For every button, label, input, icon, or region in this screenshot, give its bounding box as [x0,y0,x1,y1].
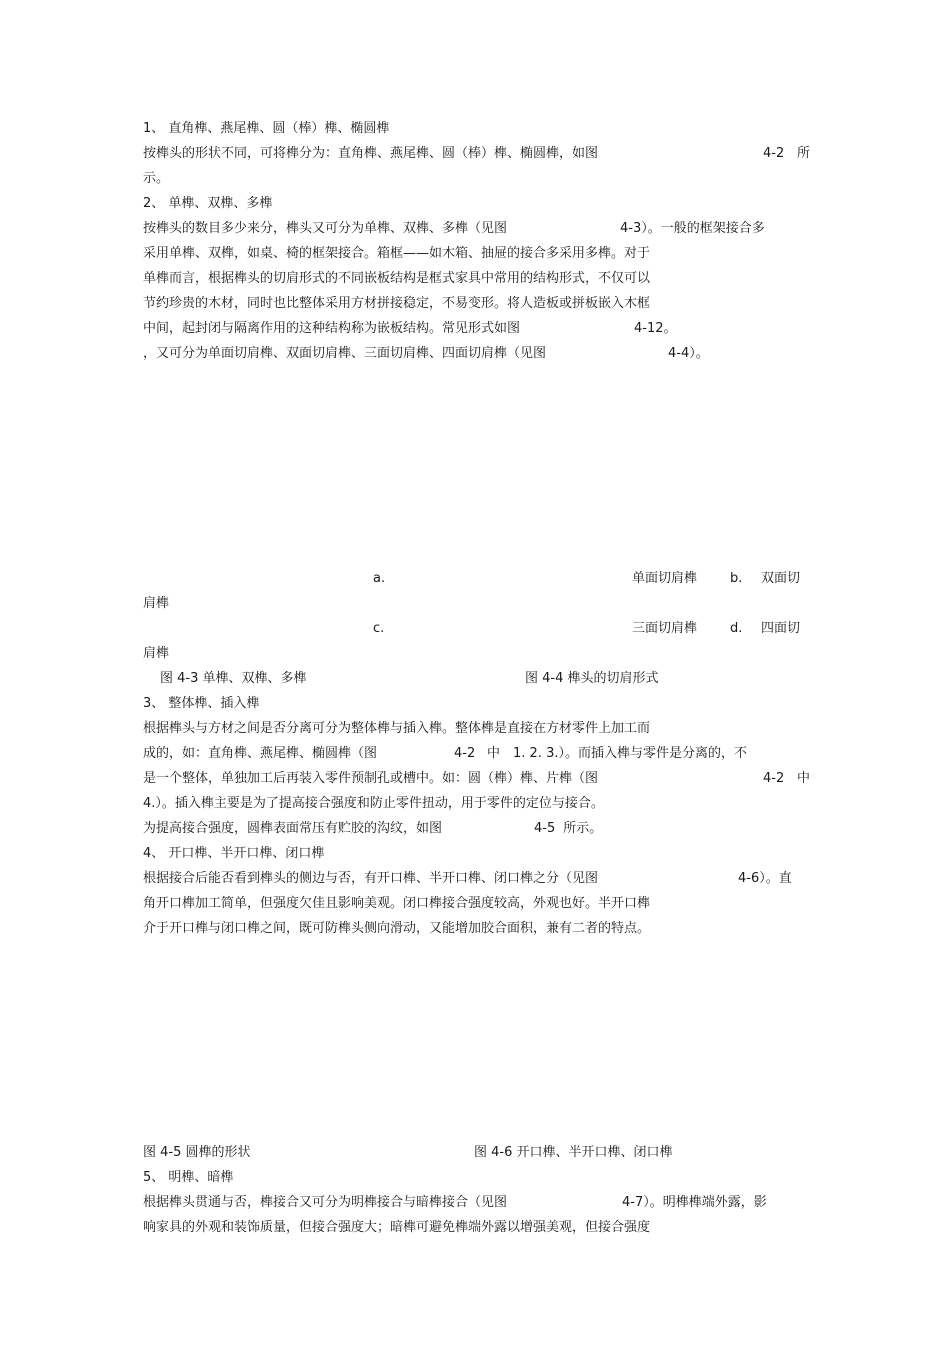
section-2-heading: 2、 单榫、双榫、多榫 [143,196,273,211]
section-5-line-2: 响家具的外观和装饰质量，但接合强度大；暗榫可避免榫端外露以增强美观，但接合强度 [143,1220,651,1235]
text: 中 [487,746,501,761]
section-2-line-5-cont [634,320,677,338]
figure-ref: 4-4 [668,346,690,361]
figure-label-d-cont: 肩榫 [143,646,170,661]
section-4-line-1: 根据接合后能否看到榫头的侧边与否，有开口榫、半开口榫、闭口榫之分（见图 [143,871,599,886]
section-4-line-3: 介于开口榫与闭口榫之间，既可防榫头侧向滑动，又能增加胶合面积，兼有二者的特点。 [143,921,651,936]
figure-ref: 4-12 [634,321,664,336]
section-4-heading: 4、 开口榫、半开口榫、闭口榫 [143,846,325,861]
section-2-line-2: 采用单榫、双榫，如桌、椅的框架接合。箱框——如木箱、抽屉的接合多采用多榫。对于 [143,246,651,261]
figure-4-5-caption: 图 4-5 圆榫的形状 [143,1145,251,1160]
section-3-line-5-cont [534,820,602,838]
figure-label-d-text: 四面切 [761,621,801,636]
figure-ref: 4-5 [534,821,556,836]
section-3-line-2-cont: 1. 2. 3.）。而插入榫与零件是分离的，不 [513,746,747,761]
text: ）。一般的框架接合多 [641,221,765,236]
section-2-line-1: 按榫头的数目多少来分，榫头又可分为单榫、双榫、多榫（见图 [143,221,508,236]
text: ）。明榫榫端外露，影 [643,1195,767,1210]
section-2-line-5: 中间，起封闭与隔离作用的这种结构称为嵌板结构。常见形式如图 [143,321,521,336]
section-2-line-6: ，又可分为单面切肩榫、双面切肩榫、三面切肩榫、四面切肩榫（见图 [143,346,547,361]
figure-ref: 4-2 [763,771,785,786]
figure-label-d: d. [730,621,743,636]
section-3-line-4: 4.）。插入榫主要是为了提高接合强度和防止零件扭动，用于零件的定位与接合。 [143,796,604,811]
section-5-line-1: 根据榫头贯通与否，榫接合又可分为明榫接合与暗榫接合（见图 [143,1195,508,1210]
figure-ref: 4-3 [620,221,642,236]
section-2-line-1-cont [620,220,765,238]
text: 。 [663,321,677,336]
figure-label-b-cont: 肩榫 [143,596,170,611]
figure-label-a: a. [373,571,386,586]
section-4-line-1-cont [738,870,792,888]
section-5-heading: 5、 明榫、暗榫 [143,1170,234,1185]
figure-ref: 4-2 [454,746,476,761]
figure-ref: 4-7 [622,1195,644,1210]
figure-label-b: b. [730,571,743,586]
section-2-line-4: 节约珍贵的木材，同时也比整体采用方材拼接稳定，不易变形。将人造板或拼板嵌入木框 [143,296,651,311]
text: 所示。 [563,821,603,836]
section-3-line-3: 是一个整体，单独加工后再装入零件预制孔或槽中。如：圆（榫）榫、片榫（图 [143,771,599,786]
figure-4-4-caption: 图 4-4 榫头的切肩形式 [525,671,659,686]
section-4-line-2: 角开口榫加工简单，但强度欠佳且影响美观。闭口榫接合强度较高，外观也好。半开口榫 [143,896,651,911]
text: 按榫头的形状不同，可将榫分为：直角榫、燕尾榫、圆（棒）榫、椭圆榫，如图 [143,146,599,161]
section-1-line-2: 示。 [143,171,170,186]
text: ）。直 [759,871,792,886]
section-3-line-2: 成的，如：直角榫、燕尾榫、椭圆榫（图 [143,746,378,761]
section-2-line-3: 单榫而言，根据榫头的切肩形式的不同嵌板结构是框式家具中常用的结构形式，不仅可以 [143,271,651,286]
section-3-line-1: 根据榫头与方材之间是否分离可分为整体榫与插入榫。整体榫是直接在方材零件上加工而 [143,721,651,736]
figure-label-a-text: 单面切肩榫 [632,571,698,586]
figure-label-b-text: 双面切 [761,571,801,586]
figure-ref: 4-6 [738,871,760,886]
section-3-line-5: 为提高接合强度，圆榫表面常压有贮胶的沟纹，如图 [143,821,443,836]
text: 中 [797,771,811,786]
section-1-heading: 1、 直角榫、燕尾榫、圆（棒）榫、椭圆榫 [143,121,390,136]
section-1-line-1 [143,145,598,163]
figure-4-6-caption: 图 4-6 开口榫、半开口榫、闭口榫 [474,1145,673,1160]
figure-4-3-caption: 图 4-3 单榫、双榫、多榫 [160,671,307,686]
text: ）。 [689,346,709,361]
section-2-line-6-cont [668,345,709,363]
figure-ref: 4-2 [763,146,785,161]
section-3-heading: 3、 整体榫、插入榫 [143,696,260,711]
text: 所 [797,146,811,161]
section-5-line-1-cont [622,1194,767,1212]
figure-label-c-text: 三面切肩榫 [632,621,698,636]
figure-label-c: c. [373,621,385,636]
